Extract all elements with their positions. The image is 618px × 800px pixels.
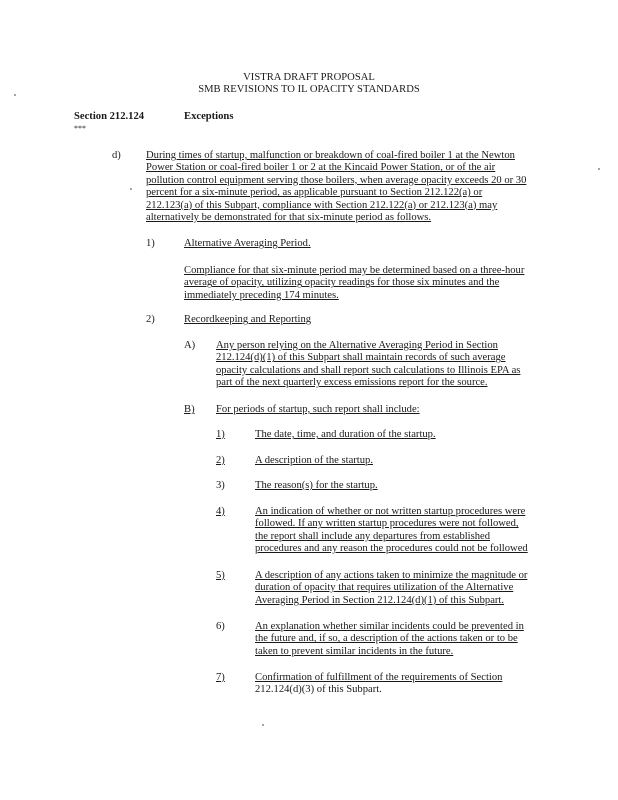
section-title: Exceptions xyxy=(184,111,234,122)
sub-item-line: A description of any actions taken to minimize the magnitude or xyxy=(255,570,528,581)
scan-speck xyxy=(598,168,600,170)
item-a-line: opacity calculations and shall report such calculations to Illinois EPA as xyxy=(216,364,521,376)
para-d-line: Power Station or coal-fired boiler 1 or 2 at the Kincaid Power Station, or of the air xyxy=(146,162,496,174)
sub-item-line: taken to prevent similar incidents in the future. xyxy=(255,645,454,657)
item-1-label: 1) xyxy=(146,238,155,249)
item-1-line: immediately preceding 174 minutes. xyxy=(184,289,339,301)
para-d-line: During times of startup, malfunction or breakdown of coal-fired boiler 1 at the Newton xyxy=(146,150,515,161)
sub-item-line: Confirmation of fulfillment of the requirements of Section xyxy=(255,672,503,683)
sub-item-5-text xyxy=(255,570,527,607)
sub-item-6-label: 6) xyxy=(216,621,225,632)
header-subtitle: SMB REVISIONS TO IL OPACITY STANDARDS xyxy=(198,84,420,95)
sub-item-line: An indication of whether or not written startup procedures were xyxy=(255,506,526,517)
sub-item-2-text xyxy=(255,455,373,467)
sub-item-3-label: 3) xyxy=(216,480,225,491)
para-d-line: alternatively be demonstrated for that six-minute period as follows. xyxy=(146,212,432,224)
item-a-line: part of the next quarterly excess emissions report for the source. xyxy=(216,377,488,389)
sub-item-line: The date, time, and duration of the startup. xyxy=(255,429,436,440)
section-number: Section 212.124 xyxy=(74,111,145,122)
sub-item-5-label: 5) xyxy=(216,570,225,581)
item-a-line: 212.124(d)(1) of this Subpart shall maintain records of such average xyxy=(216,352,506,364)
para-d-line: pollution control equipment serving those boilers, when average opacity exceeds 20 or 30 xyxy=(146,174,527,186)
scan-speck xyxy=(262,724,264,726)
sub-item-2-label: 2) xyxy=(216,455,225,466)
item-1-text xyxy=(184,265,524,302)
sub-item-line: The reason(s) for the startup. xyxy=(255,480,378,491)
sub-item-line: the future and, if so, a description of the actions taken or to be xyxy=(255,633,518,645)
item-1-line: average of opacity, utilizing opacity readings for those six minutes and the xyxy=(184,277,500,289)
sub-item-4-text xyxy=(255,506,528,556)
sub-item-3-text xyxy=(255,480,378,492)
item-b-text: For periods of startup, such report shall include: xyxy=(216,404,420,415)
item-a-label: A) xyxy=(184,340,196,351)
sub-item-7-text xyxy=(255,672,502,697)
para-d-line: 212.123(a) of this Subpart, compliance with Section 212.122(a) or 212.123(a) may xyxy=(146,199,498,211)
sub-item-line: An explanation whether similar incidents could be prevented in xyxy=(255,621,524,632)
header-title: VISTRA DRAFT PROPOSAL xyxy=(243,72,375,83)
sub-item-1-label: 1) xyxy=(216,429,225,440)
sub-item-6-text xyxy=(255,621,524,658)
scan-speck xyxy=(14,94,16,96)
item-2-title: Recordkeeping and Reporting xyxy=(184,314,312,325)
item-a-text xyxy=(216,340,520,390)
sub-item-line: 212.124(d)(3) of this Subpart. xyxy=(255,684,382,696)
item-2-label: 2) xyxy=(146,314,155,325)
sub-item-line: duration of opacity that requires utilization of the Alternative xyxy=(255,582,514,594)
item-b-label: B) xyxy=(184,404,195,415)
sub-item-line: A description of the startup. xyxy=(255,455,373,466)
para-d-label: d) xyxy=(112,150,121,161)
item-1-title: Alternative Averaging Period. xyxy=(184,238,311,249)
sub-item-4-label: 4) xyxy=(216,506,225,517)
sub-item-7-label: 7) xyxy=(216,672,225,683)
sub-item-line: followed. If any written startup procedures were not followed, xyxy=(255,518,519,530)
scan-speck xyxy=(130,188,132,190)
sub-item-line: procedures and any reason the procedures could not be followed xyxy=(255,543,528,555)
sub-item-1-text xyxy=(255,429,436,441)
section-ellipsis: *** xyxy=(74,124,86,133)
sub-item-line: the report shall include any departures from established xyxy=(255,530,491,542)
para-d-line: percent for a six-minute period, as applicable pursuant to Section 212.122(a) or xyxy=(146,187,483,199)
item-1-line: Compliance for that six-minute period may be determined based on a three-hour xyxy=(184,265,525,276)
para-d-text xyxy=(146,150,526,224)
item-a-line: Any person relying on the Alternative Averaging Period in Section xyxy=(216,340,498,351)
sub-item-line: Averaging Period in Section 212.124(d)(1) of this Subpart. xyxy=(255,594,505,606)
